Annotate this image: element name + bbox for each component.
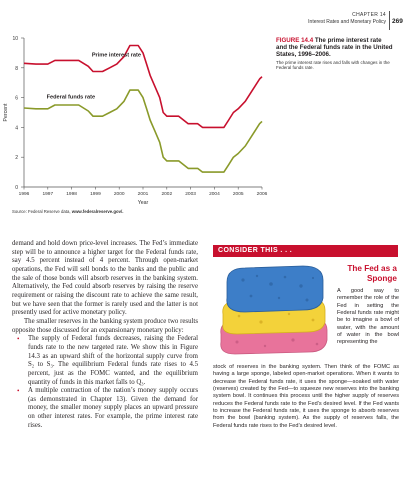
y-tick-label: 10 bbox=[12, 36, 18, 42]
chart-series bbox=[24, 46, 262, 173]
paragraph: The smaller reserves in the banking system produce two results opposite those discussed for an expansionary monetary policy: bbox=[12, 317, 198, 334]
x-tick-label: 1997 bbox=[42, 192, 54, 197]
x-axis-label: Year bbox=[137, 200, 149, 206]
chart-labels bbox=[3, 53, 149, 206]
chapter-label: CHAPTER 14 bbox=[352, 12, 386, 18]
x-tick-label: 2004 bbox=[209, 192, 220, 197]
x-tick-label: 2006 bbox=[256, 192, 268, 197]
figure-caption bbox=[276, 37, 394, 71]
y-tick-label: 6 bbox=[15, 95, 18, 102]
list-item bbox=[12, 387, 198, 430]
x-tick-label: 2003 bbox=[185, 192, 196, 197]
sidebar-title: The Fed as a Sponge bbox=[347, 264, 397, 283]
bullet-list bbox=[12, 335, 198, 430]
x-tick-label: 1998 bbox=[66, 192, 77, 197]
sidebar-heading: CONSIDER THIS . . . bbox=[218, 247, 293, 254]
source-text: Federal Reserve data, bbox=[28, 209, 71, 214]
source-label: Source: bbox=[12, 209, 27, 214]
sidebar-text: A good way to remember the role of the Fed in setting the Federal funds rate might be to imagine a bowl of water, with the amount of water in the bowl representing the bbox=[337, 288, 399, 346]
sidebar-heading-bar bbox=[213, 245, 398, 257]
y-tick-label: 0 bbox=[15, 185, 18, 191]
prime-rate-line bbox=[24, 46, 262, 128]
chart-ticks bbox=[12, 36, 267, 197]
sidebar-text-continued: stock of reserves in the banking system. Then think of the FOMC as having a large sponge, labeled open-market operations. When it wants to decrease the Federal funds rate, it uses the sponge—soaked with water (reserves) created by the Fed—to squeeze new reserves into the banking system bowl. It continues this process until the higher supply of reserves reduces the Federal funds rate to the Fed’s desired level. If the Fed wants to increase the Federal funds rate, it uses the sponge to absorb reserves from the bowl (banking system). As the supply of reserves falls, the Federal funds rate rises to the Fed’s desired level. bbox=[213, 364, 399, 429]
y-axis-label: Percent bbox=[3, 103, 9, 122]
sponge-illustration bbox=[213, 262, 335, 360]
figure-description: The prime interest rate rises and falls with changes in the Federal funds rate. bbox=[276, 59, 390, 71]
body-column bbox=[12, 240, 198, 430]
blue-sponge bbox=[227, 266, 323, 312]
x-tick-label: 1999 bbox=[90, 192, 101, 197]
list-item-text: A multiple contraction of the nation’s money supply occurs (as demonstrated in Chapter 13). Given the demand for money, the smaller money supply places an upward pressure on other interest rates. For example, the prime interest rate rises. bbox=[28, 387, 198, 429]
figure-title: The prime interest rate and the Federal funds rate in the United States, 1996–2006. bbox=[276, 37, 393, 59]
bullet-icon: • bbox=[17, 335, 20, 344]
x-tick-label: 2005 bbox=[232, 192, 244, 197]
list-item bbox=[12, 335, 198, 387]
series-label-fed-funds: Federal funds rate bbox=[46, 94, 96, 101]
y-tick-label: 2 bbox=[15, 155, 18, 162]
list-item-text: The supply of Federal funds decreases, raising the Federal funds rate to the new targeted rate. We show this in Figure 14.3 as an upward shift of the horizontal supply curve from S₂ to S₃. The equilibrium Federal funds rate rises to 4.5 percent, just as the FOMC wanted, and the equilibrium quantity of funds in this market falls to Q₃. bbox=[28, 335, 198, 386]
x-tick-label: 2002 bbox=[161, 192, 173, 197]
y-tick-label: 8 bbox=[15, 65, 18, 72]
x-tick-label: 2000 bbox=[113, 192, 125, 197]
source-link[interactable]: www.federalreserve.gov/. bbox=[71, 209, 124, 214]
y-tick-label: 4 bbox=[15, 125, 18, 132]
figure-number: FIGURE 14.4 bbox=[276, 37, 314, 44]
fed-funds-line bbox=[24, 90, 262, 172]
figure-source bbox=[12, 209, 123, 214]
x-tick-label: 1996 bbox=[18, 192, 30, 197]
bullet-icon: • bbox=[17, 387, 20, 396]
running-title: Interest Rates and Monetary Policy bbox=[308, 19, 386, 25]
series-label-prime: Prime interest rate bbox=[91, 52, 141, 59]
figure-chart bbox=[0, 0, 407, 215]
line-chart bbox=[0, 0, 407, 215]
page-number: 269 bbox=[392, 18, 403, 25]
paragraph: demand and hold down price-level increases. The Fed’s immediate step will be to announce a higher target for the Federal funds rate, say 4.5 percent instead of 4 percent. Through open-market operations, the Fed will sell bonds to the banks and the public and the sale of those bonds will absorb reserves in the banking system. Alternatively, the Fed could absorb reserves by raising the reserve requirement or raising the discount rate to achieve the same result, but we have seen that the former is rarely used and the latter is not presently used for active monetary policy. bbox=[12, 240, 198, 317]
x-tick-label: 2001 bbox=[137, 192, 149, 197]
